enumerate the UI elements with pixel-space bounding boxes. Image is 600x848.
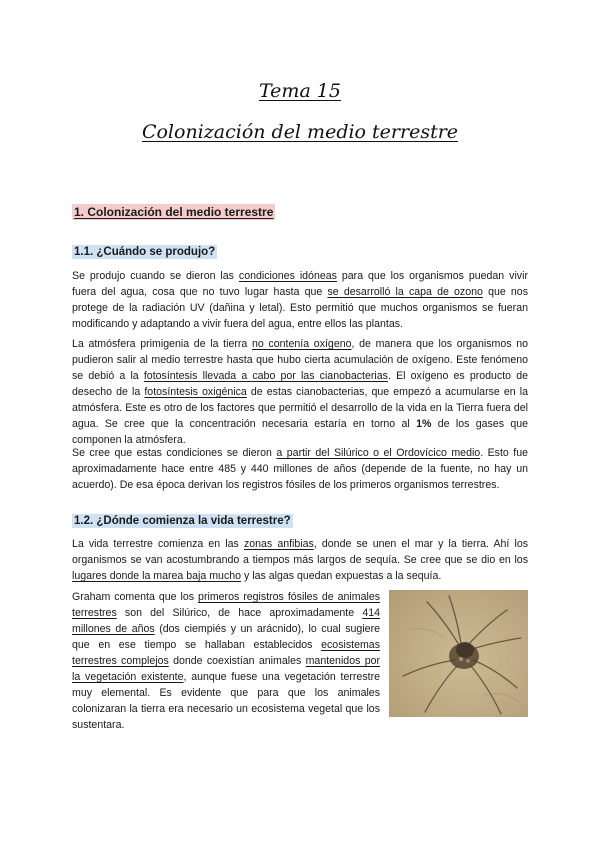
underline-registros: primeros registros fósiles de animales terrestres xyxy=(72,591,381,619)
paragraph-atmosphere: La atmósfera primigenia de la tierra no contenía oxígeno, de manera que los organismos no pudieron salir al medio terrestre hasta que hubo cierta acumulación de oxígeno. Este fenómeno se debió a la fotosíntesis llevada a cabo por las cianobacterias. El oxígeno es producto de desecho de la fotosíntesis oxigénica de estas cianobacterias, que empezó a acumularse en la atmósfera. Este es otro de los factores que permitió el desarrollo de la vida en la Tierra fuera del agua. Se cree que la concentración necesaria estaría en torno al 1% de los gases que componen la atmósfera. xyxy=(72,338,528,446)
section-heading-1: 1. Colonización del medio terrestre xyxy=(74,205,274,219)
underline-oxigenica: fotosíntesis oxigénica xyxy=(144,386,247,398)
paragraph-amphibious-zones: La vida terrestre comienza en las zonas anfibias, donde se unen el mar y la tierra. Ahí los organismos se van acostumbrando a tiempos más largos de sequía. Se cree que se dio en los lugares donde la marea baja mucho y las algas quedan expuestas a la sequía. xyxy=(72,538,529,582)
fossil-arachnid-icon xyxy=(389,590,528,717)
paragraph-period: Se cree que estas condiciones se dieron a partir del Silúrico o el Ordovícico medio. Esto fue aproximadamente hace entre 485 y 440 millones de años (depende de la fuente, no hay un acuerdo). De esa época derivan los registros fósiles de los primeros organismos terrestres. xyxy=(72,447,529,491)
underline-zonas: zonas anfibias xyxy=(243,538,314,550)
underline-oxigeno: no contenía oxígeno xyxy=(252,338,352,350)
underline-ecosistemas: ecosistemas terrestres complejos xyxy=(72,639,380,667)
underline-marea: lugares donde la marea baja mucho xyxy=(72,570,242,582)
subsection-heading-1-1: 1.1. ¿Cuándo se produjo? xyxy=(74,246,216,258)
underline-414: 414 millones de años xyxy=(72,607,380,635)
underline-condiciones: condiciones idóneas xyxy=(238,270,337,282)
page-subtitle: Colonización del medio terrestre xyxy=(141,121,459,143)
page-title: Tema 15 xyxy=(258,80,341,102)
underline-vegetacion: mantenidos por la vegetación existente xyxy=(72,655,381,683)
underline-fotosintesis: fotosíntesis llevada a cabo por las cianobacterias xyxy=(143,370,388,382)
subsection-heading-1-2: 1.2. ¿Dónde comienza la vida terrestre? xyxy=(74,515,291,527)
underline-silurico: a partir del Silúrico o el Ordovícico medio xyxy=(276,447,481,459)
paragraph-graham: Graham comenta que los primeros registros fósiles de animales terrestres son del Silúrico, de hace aproximadamente 414 millones de años (dos ciempiés y un arácnido), lo cual sugiere que en ese tiempo se hallaban establecidos ecosistemas terrestres complejos donde coexistían animales mantenidos por la vegetación existente, aunque fuese una vegetación terrestre muy elemental. Es evidente que para que los animales colonizaran la tierra era necesario un ecosistema vegetal que los sustentara. xyxy=(72,591,381,731)
paragraph-conditions: Se produjo cuando se dieron las condiciones idóneas para que los organismos puedan vivir fuera del agua, cosa que no tuvo lugar hasta que se desarrolló la capa de ozono que nos protege de la radiación UV (dañina y letal). Esto permitió que muchos organismos se fueran modificando y adaptando a vivir fuera del agua, entre ellos las plantas. xyxy=(72,270,528,330)
bold-percentage: 1% xyxy=(416,418,432,430)
underline-ozono: se desarrolló la capa de ozono xyxy=(327,286,483,298)
fossil-arachnid-photo xyxy=(389,590,528,717)
